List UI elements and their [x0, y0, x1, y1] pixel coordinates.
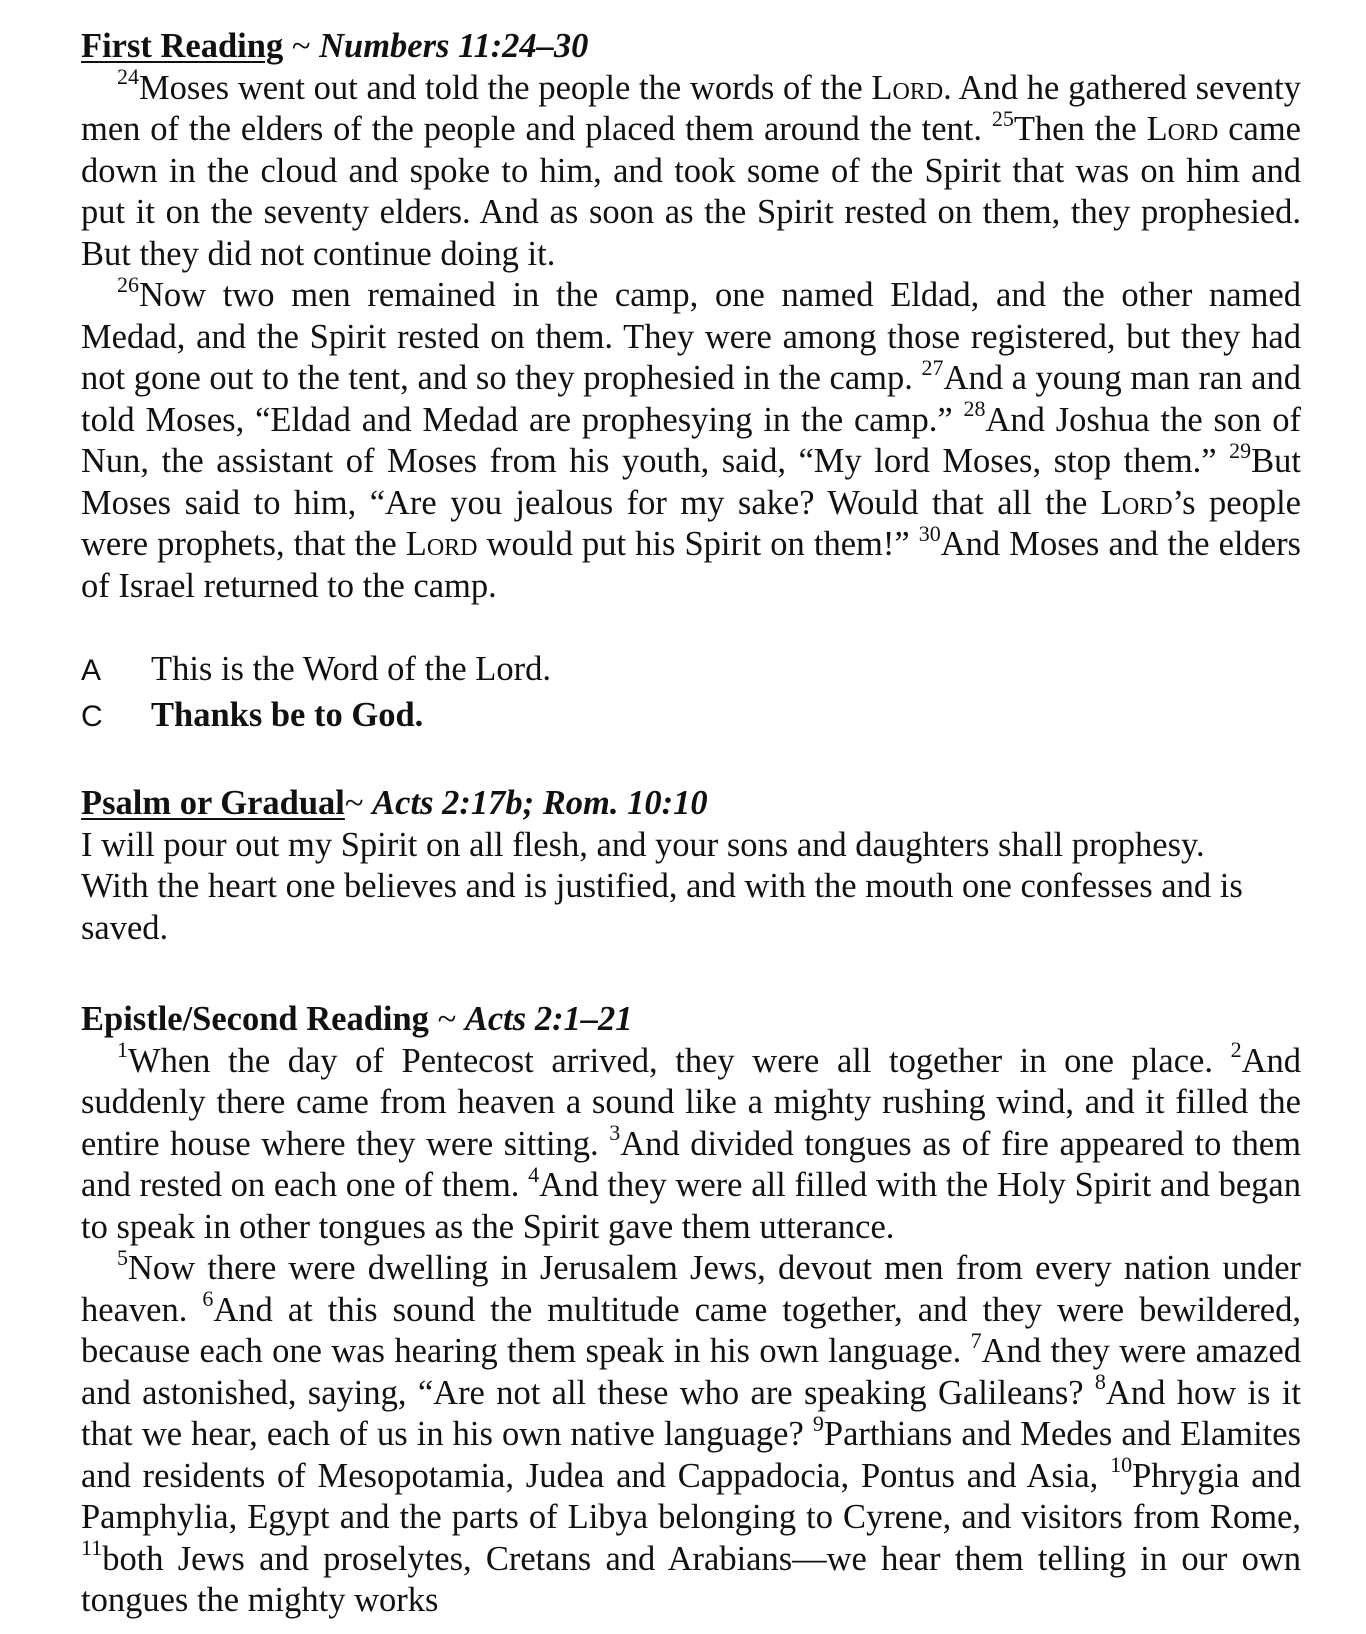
verse-text: Parthians and Medes and Elamites and residents of Mesopotamia, Judea and Cappadocia, Pontus and Asia, [81, 1415, 1301, 1495]
verse-text: And at this sound the multitude came together, and they were bewildered, because each one was hearing them speak in his own language. [81, 1290, 1301, 1370]
first-reading-heading [81, 26, 1301, 68]
verse-text: Phrygia and Pamphylia, Egypt and the parts of Libya belonging to Cyrene, and visitors from Rome, [81, 1456, 1302, 1536]
psalm-line-1: I will pour out my Spirit on all flesh, and your sons and daughters shall prophesy. [81, 825, 1205, 864]
verse-number: 25 [991, 105, 1014, 131]
response-mark-c: C [81, 700, 103, 733]
response-a-text: This is the Word of the Lord. [151, 650, 551, 688]
psalm-reference: Acts 2:17b; Rom. 10:10 [372, 784, 708, 822]
epistle-paragraph-2 [81, 1244, 1302, 1622]
first-reading-label: First Reading [81, 27, 284, 65]
verse-number: 29 [1229, 437, 1252, 463]
verse-number: 7 [970, 1327, 982, 1353]
verse-number: 6 [202, 1286, 214, 1311]
verse-number: 26 [117, 271, 139, 297]
spacer [81, 949, 1301, 999]
verse-text: And they were amazed and astonished, saying, “Are not all these who are speaking Galileans? [81, 1332, 1301, 1412]
verse-number: 27 [921, 354, 944, 380]
verse-text: And Joshua the son of Nun, the assistant of Moses from his youth, said, “My lord Moses, stop them.” [81, 400, 1301, 480]
spacer [81, 607, 1301, 647]
verse-number: 3 [609, 1120, 621, 1145]
verse-text: came down in the cloud and spoke to him, and took some of the Spirit that was on him and put it on the seventy elders. And as soon as the Spirit rested on them, they prophesied. But they did not continue doing it. [81, 110, 1301, 273]
verse-number: 10 [1110, 1452, 1133, 1477]
lord-small-caps: Lord [1146, 110, 1219, 148]
psalm-line-2: With the heart one believes and is justified, and with the mouth one confesses and is saved. [81, 867, 1243, 947]
epistle-paragraph-1 [81, 1037, 1301, 1249]
lord-small-caps: Lord [405, 525, 478, 563]
verse-number: 11 [81, 1535, 103, 1560]
verse-number: 4 [528, 1161, 540, 1187]
verse-number: 5 [117, 1244, 128, 1270]
heading-separator: ~ [428, 1000, 465, 1038]
verse-number: 24 [117, 64, 139, 89]
psalm-label: Psalm or Gradual [81, 784, 345, 822]
verse-number: 30 [918, 520, 941, 546]
psalm-heading [81, 783, 1301, 825]
verse-text: And a young man ran and told Moses, “Eldad and Medad are prophesying in the camp.” [81, 359, 1301, 439]
epistle-heading [81, 999, 1301, 1041]
verse-text: And how is it that we hear, each of us in his own native language? [81, 1373, 1301, 1453]
epistle-reference: Acts 2:1–21 [464, 1000, 633, 1038]
verse-text: both Jews and proselytes, Cretans and Arabians—we hear them telling in our own tongues the mighty works [81, 1539, 1301, 1619]
verse-number: 28 [963, 396, 986, 421]
verse-text: . And he gathered seventy men of the elders of the people and placed them around the tent. [81, 68, 1301, 148]
spacer [81, 739, 1301, 783]
lord-small-caps: Lord [1100, 483, 1173, 522]
verse-text: Moses went out and told the people the words of the [139, 68, 872, 107]
verse-text: And suddenly there came from heaven a sound like a mighty rushing wind, and it filled the entire house where they were sitting. [81, 1041, 1301, 1163]
verse-text: ’s people were prophets, that the [81, 483, 1301, 563]
response-assembly-line [81, 647, 1301, 693]
verse-text: And divided tongues as of fire appeared to them and rested on each one of them. [81, 1124, 1301, 1204]
response-congregation-line [81, 693, 1301, 739]
document-page [81, 26, 1301, 1622]
verse-number: 2 [1230, 1037, 1242, 1062]
response-c-text: Thanks be to God. [151, 696, 424, 734]
verse-text: But Moses said to him, “Are you jealous for my sake? Would that all the [81, 442, 1301, 522]
first-reading-reference: Numbers 11:24–30 [319, 27, 589, 65]
verse-text: When the day of Pentecost arrived, they were all together in one place. [128, 1041, 1231, 1080]
verse-number: 1 [117, 1037, 128, 1062]
verse-text: And Moses and the elders of Israel returned to the camp. [81, 525, 1301, 605]
verse-text: Now there were dwelling in Jerusalem Jews, devout men from every nation under heaven. [81, 1249, 1301, 1329]
verse-number: 8 [1094, 1369, 1106, 1394]
lord-small-caps: Lord [871, 68, 944, 107]
verse-text: would put his Spirit on them!” [477, 525, 919, 563]
first-reading-paragraph-1 [81, 64, 1301, 276]
heading-separator: ~ [283, 27, 320, 65]
response-mark-a: A [81, 654, 102, 687]
verse-text: Then the [1013, 110, 1147, 148]
verse-text: Now two men remained in the camp, one named Eldad, and the other named Medad, and the Spirit rested on them. They were among those registered, but they had not gone out to the tent, and so they prophesied in the camp. [81, 276, 1301, 397]
heading-separator: ~ [344, 784, 373, 822]
verse-text: And they were all filled with the Holy Spirit and began to speak in other tongues as the Spirit gave them utterance. [81, 1166, 1301, 1246]
epistle-label: Epistle/Second Reading [81, 1000, 429, 1038]
first-reading-paragraph-2 [81, 271, 1301, 607]
verse-number: 9 [812, 1410, 824, 1436]
